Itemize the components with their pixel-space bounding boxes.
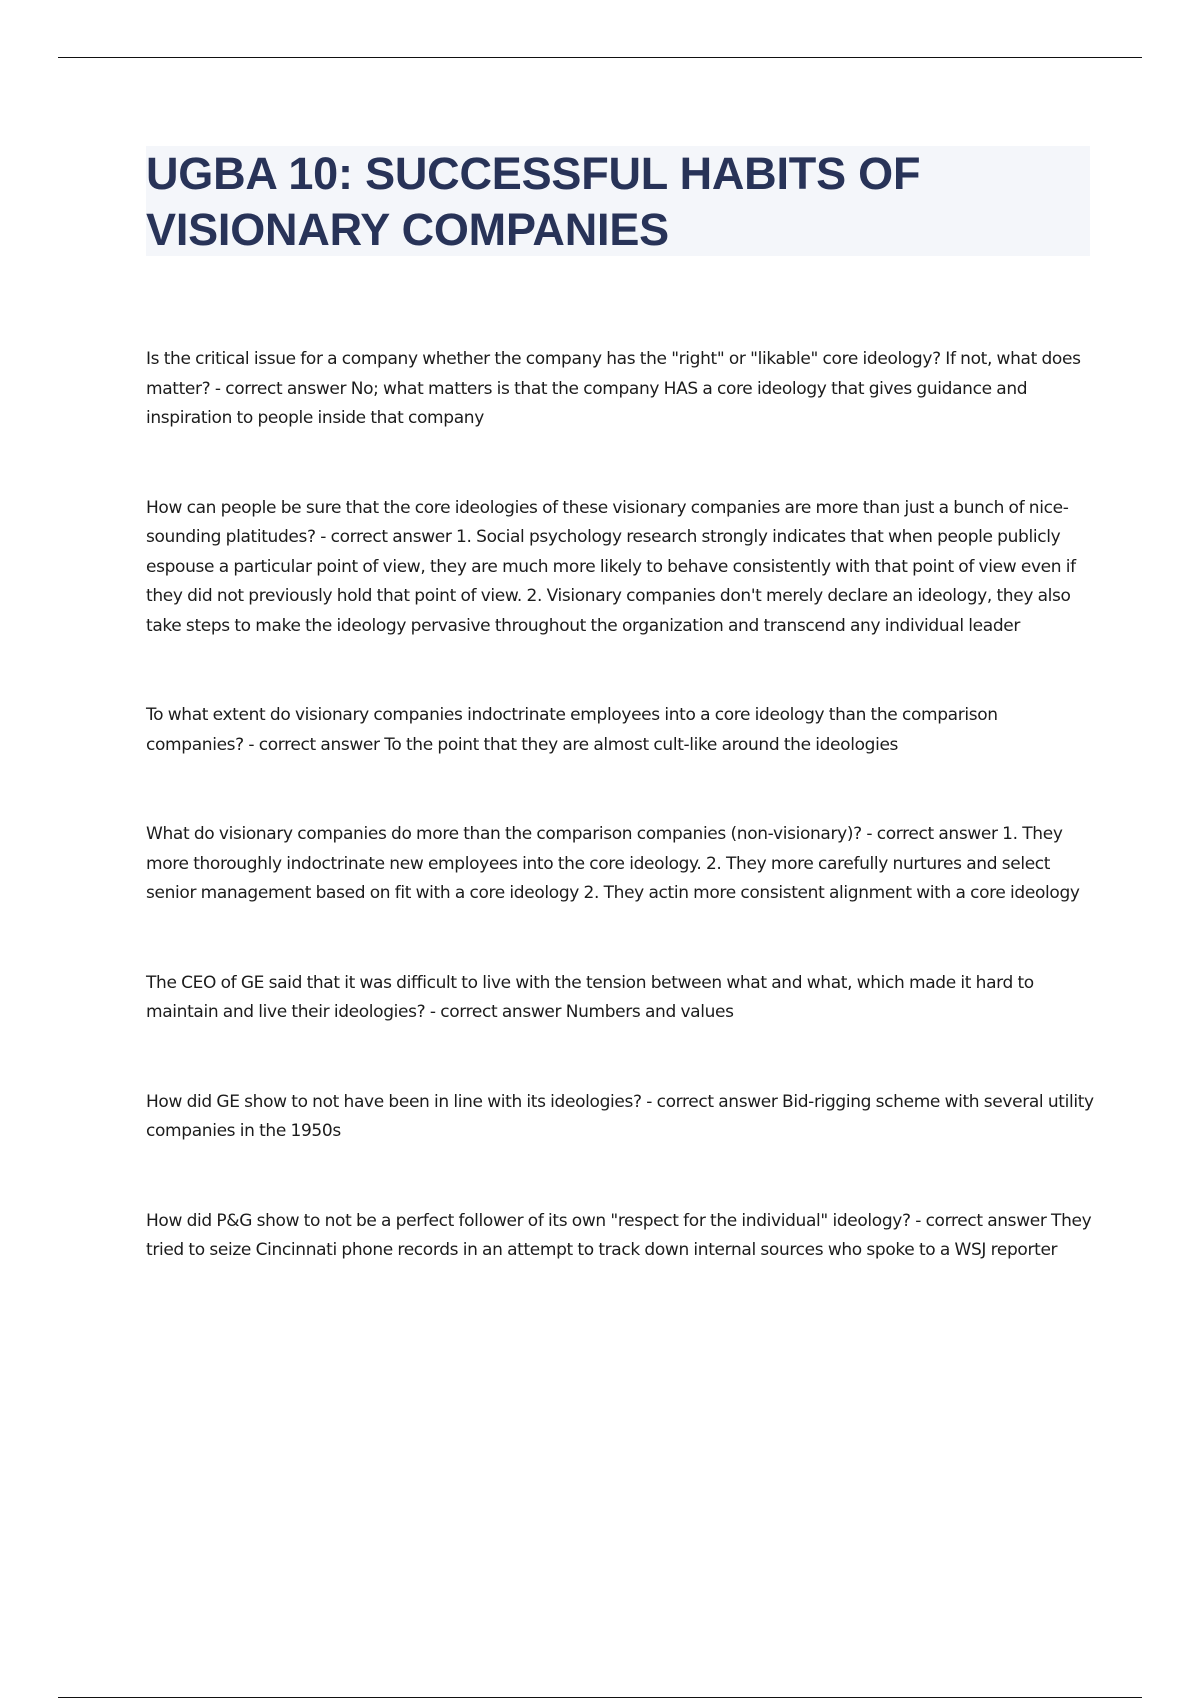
qa-list (146, 345, 1096, 1266)
qa-entry: How did P&G show to not be a perfect follower of its own "respect for the individual" ideology? - correct answer They tried to seize Cincinnati phone records in an attempt to track down internal sources who spoke to a WSJ reporter (146, 1210, 1092, 1260)
qa-entry: What do visionary companies do more than the comparison companies (non-visionary)? - correct answer 1. They more thoroughly indoctrinate new employees into the core ideology. 2. They more carefully nurtures and select senior management based on fit with a core ideology 2. They actin more consistent alignment with a core ideology (146, 824, 1080, 903)
top-divider (58, 57, 1142, 58)
qa-entry: How can people be sure that the core ideologies of these visionary companies are more than just a bunch of nice-sounding platitudes? - correct answer 1. Social psychology research strongly indicates that when people publicly espouse a particular point of view, they are much more likely to behave consistently with that point of view even if they did not previously hold that point of view. 2. Visionary companies don't merely declare an ideology, they also take steps to make the ideology pervasive throughout the organization and transcend any individual leader (146, 497, 1076, 636)
qa-entry: The CEO of GE said that it was difficult to live with the tension between what and what, which made it hard to maintain and live their ideologies? - correct answer Numbers and values (146, 972, 1034, 1022)
title-banner (146, 146, 1090, 256)
document-title: UGBA 10: SUCCESSFUL HABITS OF VISIONARY COMPANIES (146, 148, 921, 255)
qa-entry: How did GE show to not have been in line with its ideologies? - correct answer Bid-rigging scheme with several utility companies in the 1950s (146, 1091, 1094, 1141)
bottom-divider (58, 1697, 1142, 1698)
qa-entry: To what extent do visionary companies indoctrinate employees into a core ideology than the comparison companies? - correct answer To the point that they are almost cult-like around the ideologies (146, 705, 998, 755)
qa-entry: Is the critical issue for a company whether the company has the "right" or "likable" core ideology? If not, what does matter? - correct answer No; what matters is that the company HAS a core ideology that gives guidance and inspiration to people inside that company (146, 349, 1081, 428)
